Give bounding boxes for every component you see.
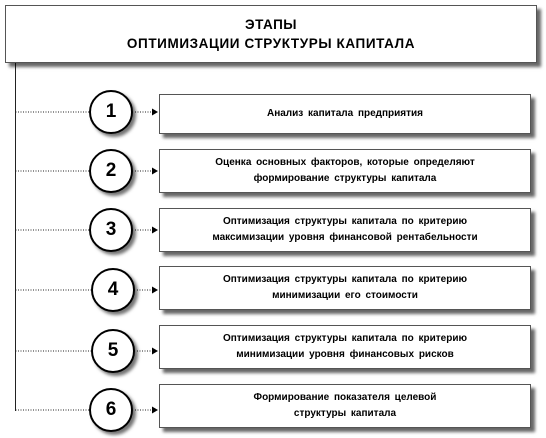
step-text-1-line1: Анализ капитала предприятия <box>266 108 424 119</box>
step-number-circle-3: 3 <box>89 208 133 252</box>
step-text-5-line1: Оптимизация структуры капитала по критерию <box>222 333 468 344</box>
step-text-3-line2: максимизации уровня финансовой рентабельности <box>212 232 478 243</box>
arrowhead-5 <box>152 348 158 355</box>
step-box-1 <box>159 94 531 134</box>
header-box <box>5 5 537 63</box>
arrowhead-2 <box>152 168 158 175</box>
header-title-line2: ОПТИМИЗАЦИИ СТРУКТУРЫ КАПИТАЛА <box>126 36 416 51</box>
arrowhead-6 <box>152 407 158 414</box>
step-box-4 <box>159 266 531 310</box>
step-text-5-line2: минимизации уровня финансовых рисков <box>236 349 454 360</box>
step-box-6 <box>159 384 531 428</box>
step-number-circle-4: 4 <box>91 268 135 312</box>
step-text-6-line1: Формирование показателя целевой <box>253 392 437 403</box>
step-box-2 <box>159 149 531 193</box>
step-number-circle-1: 1 <box>89 90 133 134</box>
arrowhead-1 <box>152 109 158 116</box>
step-text-3-line1: Оптимизация структуры капитала по критерию <box>222 216 468 227</box>
arrowhead-3 <box>152 227 158 234</box>
header-title-line1: ЭТАПЫ <box>245 17 297 32</box>
step-text-4-line1: Оптимизация структуры капитала по критерию <box>222 274 468 285</box>
step-number-circle-5: 5 <box>91 329 135 373</box>
step-number-circle-2: 2 <box>89 149 133 193</box>
step-text-2-line2: формирование структуры капитала <box>253 173 437 184</box>
step-box-5 <box>159 325 531 369</box>
step-text-4-line2: минимизации его стоимости <box>272 290 418 301</box>
step-box-3 <box>159 208 531 252</box>
step-number-circle-6: 6 <box>89 388 133 432</box>
step-text-2-line1: Оценка основных факторов, которые определяют <box>215 157 475 168</box>
arrowhead-4 <box>152 287 158 294</box>
step-text-6-line2: структуры капитала <box>293 408 397 419</box>
